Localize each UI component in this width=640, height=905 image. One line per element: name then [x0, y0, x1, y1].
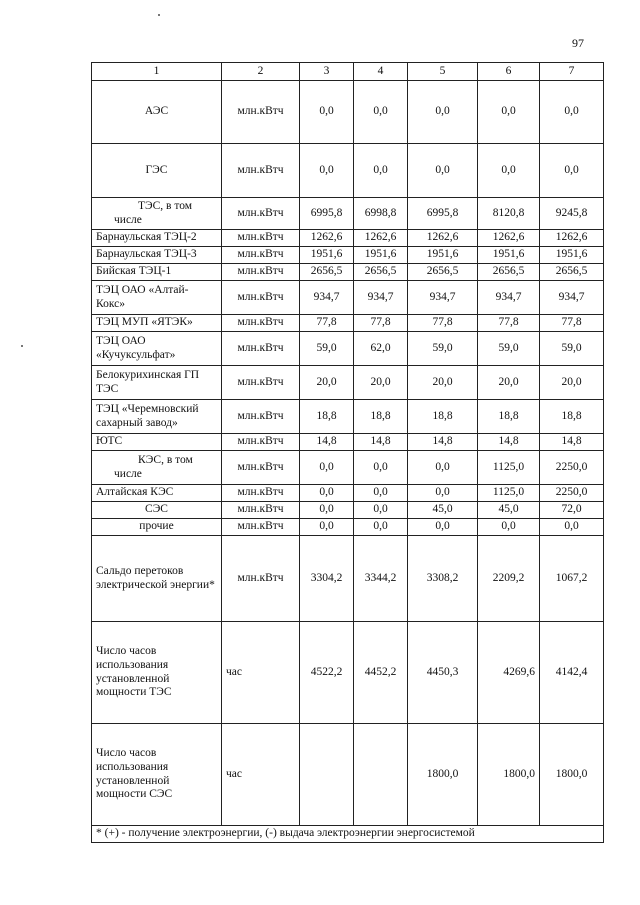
value-cell: 2656,5	[540, 264, 604, 281]
row-label: Алтайская КЭС	[92, 485, 222, 502]
unit-cell: млн.кВтч	[222, 485, 300, 502]
value-cell: 0,0	[300, 144, 354, 198]
value-cell: 934,7	[478, 281, 540, 315]
unit-cell: млн.кВтч	[222, 281, 300, 315]
value-cell: 1125,0	[478, 485, 540, 502]
value-cell: 14,8	[408, 434, 478, 451]
unit-cell: млн.кВтч	[222, 400, 300, 434]
row-label: ТЭЦ «Черемновский сахарный завод»	[92, 400, 222, 434]
value-cell: 4269,6	[478, 622, 540, 724]
value-cell: 934,7	[408, 281, 478, 315]
value-cell: 934,7	[300, 281, 354, 315]
unit-cell: млн.кВтч	[222, 247, 300, 264]
column-number: 3	[300, 63, 354, 81]
value-cell: 59,0	[300, 332, 354, 366]
value-cell: 14,8	[354, 434, 408, 451]
value-cell: 0,0	[354, 485, 408, 502]
table-row	[92, 400, 604, 434]
value-cell: 18,8	[408, 400, 478, 434]
value-cell: 45,0	[408, 502, 478, 519]
unit-cell: млн.кВтч	[222, 264, 300, 281]
row-label: Барнаульская ТЭЦ-3	[92, 247, 222, 264]
scan-speck	[158, 14, 160, 16]
footnote-row	[92, 826, 604, 843]
unit-cell: млн.кВтч	[222, 451, 300, 485]
table-row	[92, 451, 604, 485]
row-label: Число часов использования установленной мощности СЭС	[92, 724, 222, 826]
unit-cell: млн.кВтч	[222, 144, 300, 198]
value-cell: 0,0	[408, 451, 478, 485]
column-number: 6	[478, 63, 540, 81]
value-cell: 77,8	[300, 315, 354, 332]
value-cell: 20,0	[354, 366, 408, 400]
value-cell: 2209,2	[478, 536, 540, 622]
column-number: 4	[354, 63, 408, 81]
row-label: КЭС, в том числе	[92, 451, 222, 485]
column-number-row	[92, 63, 604, 81]
table-row	[92, 144, 604, 198]
row-label: Бийская ТЭЦ-1	[92, 264, 222, 281]
value-cell: 6998,8	[354, 198, 408, 230]
unit-cell: час	[222, 724, 300, 826]
value-cell: 20,0	[540, 366, 604, 400]
value-cell: 77,8	[478, 315, 540, 332]
value-cell: 3308,2	[408, 536, 478, 622]
value-cell: 3344,2	[354, 536, 408, 622]
table-row	[92, 81, 604, 144]
value-cell: 1951,6	[478, 247, 540, 264]
value-cell: 18,8	[300, 400, 354, 434]
value-cell: 1262,6	[540, 230, 604, 247]
value-cell: 77,8	[540, 315, 604, 332]
value-cell: 2656,5	[478, 264, 540, 281]
value-cell: 0,0	[478, 519, 540, 536]
table-row	[92, 332, 604, 366]
value-cell: 0,0	[540, 519, 604, 536]
value-cell: 0,0	[354, 502, 408, 519]
row-label: ТЭЦ МУП «ЯТЭК»	[92, 315, 222, 332]
row-label: Барнаульская ТЭЦ-2	[92, 230, 222, 247]
value-cell: 2656,5	[300, 264, 354, 281]
table-row	[92, 247, 604, 264]
value-cell: 1951,6	[354, 247, 408, 264]
value-cell: 18,8	[540, 400, 604, 434]
value-cell: 1800,0	[408, 724, 478, 826]
value-cell: 77,8	[408, 315, 478, 332]
value-cell: 0,0	[300, 485, 354, 502]
unit-cell: млн.кВтч	[222, 434, 300, 451]
value-cell: 1262,6	[408, 230, 478, 247]
value-cell: 8120,8	[478, 198, 540, 230]
row-label: ГЭС	[92, 144, 222, 198]
value-cell: 18,8	[354, 400, 408, 434]
unit-cell: млн.кВтч	[222, 519, 300, 536]
value-cell: 45,0	[478, 502, 540, 519]
value-cell: 14,8	[540, 434, 604, 451]
value-cell: 1262,6	[300, 230, 354, 247]
table-row	[92, 536, 604, 622]
value-cell: 4450,3	[408, 622, 478, 724]
value-cell: 0,0	[354, 81, 408, 144]
value-cell: 1951,6	[540, 247, 604, 264]
value-cell: 20,0	[408, 366, 478, 400]
unit-cell: млн.кВтч	[222, 536, 300, 622]
value-cell: 0,0	[408, 144, 478, 198]
table-row	[92, 264, 604, 281]
table-row	[92, 281, 604, 315]
row-label: СЭС	[92, 502, 222, 519]
row-label: ЮТС	[92, 434, 222, 451]
page-number: 97	[572, 36, 584, 50]
row-label: прочие	[92, 519, 222, 536]
value-cell: 2250,0	[540, 451, 604, 485]
row-label: ТЭЦ ОАО «Кучуксульфат»	[92, 332, 222, 366]
value-cell: 59,0	[540, 332, 604, 366]
value-cell: 1262,6	[478, 230, 540, 247]
row-label: АЭС	[92, 81, 222, 144]
value-cell: 2656,5	[408, 264, 478, 281]
value-cell: 0,0	[354, 519, 408, 536]
value-cell: 6995,8	[300, 198, 354, 230]
row-label: Число часов использования установленной мощности ТЭС	[92, 622, 222, 724]
column-number: 7	[540, 63, 604, 81]
energy-balance-table	[91, 62, 604, 843]
value-cell: 14,8	[478, 434, 540, 451]
row-label: Сальдо перетоков электрической энергии*	[92, 536, 222, 622]
value-cell: 59,0	[478, 332, 540, 366]
unit-cell: час	[222, 622, 300, 724]
table-row	[92, 230, 604, 247]
table-row	[92, 315, 604, 332]
row-label: Белокурихинская ГП ТЭС	[92, 366, 222, 400]
unit-cell: млн.кВтч	[222, 332, 300, 366]
value-cell: 18,8	[478, 400, 540, 434]
value-cell: 4142,4	[540, 622, 604, 724]
unit-cell: млн.кВтч	[222, 502, 300, 519]
unit-cell: млн.кВтч	[222, 315, 300, 332]
value-cell: 0,0	[300, 81, 354, 144]
value-cell: 0,0	[300, 519, 354, 536]
unit-cell: млн.кВтч	[222, 230, 300, 247]
value-cell: 20,0	[300, 366, 354, 400]
value-cell: 1262,6	[354, 230, 408, 247]
value-cell: 1800,0	[478, 724, 540, 826]
table-row	[92, 485, 604, 502]
value-cell: 4522,2	[300, 622, 354, 724]
column-number: 2	[222, 63, 300, 81]
value-cell: 0,0	[540, 81, 604, 144]
value-cell	[354, 724, 408, 826]
value-cell: 934,7	[540, 281, 604, 315]
value-cell: 4452,2	[354, 622, 408, 724]
value-cell: 2250,0	[540, 485, 604, 502]
value-cell: 20,0	[478, 366, 540, 400]
table-row	[92, 622, 604, 724]
value-cell: 0,0	[478, 144, 540, 198]
row-label: ТЭС, в том числе	[92, 198, 222, 230]
column-number: 5	[408, 63, 478, 81]
value-cell: 2656,5	[354, 264, 408, 281]
value-cell: 0,0	[408, 485, 478, 502]
table-row	[92, 519, 604, 536]
value-cell: 59,0	[408, 332, 478, 366]
value-cell: 1800,0	[540, 724, 604, 826]
value-cell: 0,0	[300, 502, 354, 519]
row-label: ТЭЦ ОАО «Алтай-Кокс»	[92, 281, 222, 315]
table-row	[92, 198, 604, 230]
value-cell: 0,0	[540, 144, 604, 198]
table-row	[92, 724, 604, 826]
value-cell: 0,0	[478, 81, 540, 144]
value-cell: 0,0	[408, 81, 478, 144]
value-cell: 9245,8	[540, 198, 604, 230]
table-row	[92, 502, 604, 519]
value-cell: 6995,8	[408, 198, 478, 230]
unit-cell: млн.кВтч	[222, 198, 300, 230]
value-cell: 1951,6	[408, 247, 478, 264]
value-cell: 934,7	[354, 281, 408, 315]
unit-cell: млн.кВтч	[222, 81, 300, 144]
value-cell: 62,0	[354, 332, 408, 366]
value-cell	[300, 724, 354, 826]
footnote: * (+) - получение электроэнергии, (-) выдача электроэнергии энергосистемой	[92, 826, 604, 843]
value-cell: 14,8	[300, 434, 354, 451]
table-row	[92, 366, 604, 400]
value-cell: 0,0	[354, 144, 408, 198]
value-cell: 0,0	[408, 519, 478, 536]
value-cell: 0,0	[300, 451, 354, 485]
value-cell: 1067,2	[540, 536, 604, 622]
column-number: 1	[92, 63, 222, 81]
value-cell: 0,0	[354, 451, 408, 485]
scan-speck	[21, 345, 23, 347]
value-cell: 77,8	[354, 315, 408, 332]
value-cell: 1951,6	[300, 247, 354, 264]
table-row	[92, 434, 604, 451]
value-cell: 1125,0	[478, 451, 540, 485]
unit-cell: млн.кВтч	[222, 366, 300, 400]
value-cell: 72,0	[540, 502, 604, 519]
value-cell: 3304,2	[300, 536, 354, 622]
